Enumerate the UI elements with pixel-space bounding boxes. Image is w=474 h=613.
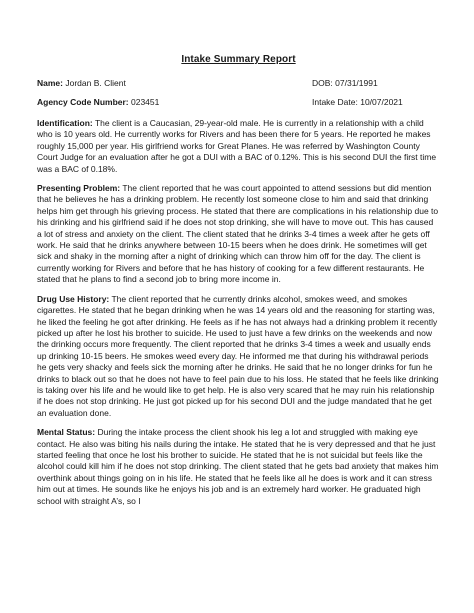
intake-value: 10/07/2021 <box>360 97 403 107</box>
agency-value: 023451 <box>131 97 160 107</box>
dob-field <box>312 78 440 88</box>
name-value: Jordan B. Client <box>65 78 126 88</box>
agency-label: Agency Code Number: <box>37 97 129 107</box>
mental-heading: Mental Status: <box>37 427 96 438</box>
client-name-field <box>37 78 126 88</box>
report-title: Intake Summary Report <box>181 54 296 65</box>
intake-label: Intake Date: <box>312 97 358 107</box>
identification-text: The client is a Caucasian, 29-year-old male. He is currently in a relationship with a child who is 10 years old. He currently works for Rivers and has been there for 5 years. He reported he makes roughly 15,000 per year. His girlfriend works for Great Planes. He was referred by Washington County Court Judge for an evaluation after he got a DUI with a BAC of 0.12%. This is his second DUI the first time was a BAC of 0.18%. <box>37 118 437 174</box>
drug-use-section <box>37 294 440 419</box>
identification-section <box>37 118 440 175</box>
name-dob-row <box>37 78 440 88</box>
drug-use-heading: Drug Use History: <box>37 293 110 304</box>
drug-use-text: The client reported that he currently drinks alcohol, smokes weed, and smokes cigarettes. He stated that he began drinking when he was 14 years old and the reasoning for starting was, he liked the feeling he got after drinking. He feels as if he has not always had a drinking problem it recently picked up after he lost his brother to suicide. He used to just have a few drinks on the weekends and now the drinking occurs more frequently. The client reported that he drinks 3-4 times a week and usually ends up drinking 10-15 beers. He smokes weed every day. He informed me that during his withdrawal periods he gets very shacky and feels sick the morning after he drinks. He said that he no longer drinks for fun he drinks to black out so that he does not have to feel pain due to his loss. He stated that he feels like drinking is taking over his life and he would like to get help. He is also very scared that he may ruin his relationship if he does not stop drinking. He just got picked up for his second DUI and the judge mandated that he get an evaluation done. <box>37 293 439 418</box>
agency-code-field <box>37 97 159 107</box>
intake-date-field <box>312 97 440 107</box>
presenting-problem-section <box>37 183 440 286</box>
identification-heading: Identification: <box>37 118 93 128</box>
mental-status-section <box>37 427 440 507</box>
dob-value: 07/31/1991 <box>335 78 378 88</box>
name-label: Name: <box>37 78 63 88</box>
presenting-text: The client reported that he was court appointed to attend sessions but did mention that he believes he has a drinking problem. He recently lost someone close to him and said that drinking helps him get through his grieving process. He stated that there are complications in his relationship due to his drinking and his girlfriend said if he does not stop drinking, she will have to move out. This has caused a lot of stress and anxiety on the client. The client stated that he drinks 3-4 times a week after he gets off work. He said that he drinks anywhere between 10-15 beers when he does drink. He sometimes will get sick and shaky in the morning after a night of drinking which can throw him off for the day. The client is currently working for Rivers and before that he has history of cooking for a few different restaurants. He stated that he plans to find a second job to bring more income in. <box>37 183 439 285</box>
presenting-heading: Presenting Problem: <box>37 183 121 194</box>
mental-text: During the intake process the client shook his leg a lot and struggled with making eye contact. He also was biting his nails during the intake. He stated that he is very depressed and that he just started feeling that once he lost his brother to suicide. He stated that he is not suicidal but feels like the alcohol could kill him if he does not stop drinking. The client stated that he gets bad anxiety that makes him overthink about things going on in his life. He stated that he feels like all he does is work and it can stress him out at times. He sounds like he enjoys his job and is an extremely hard worker. He graduated high school with straight A’s, so I <box>37 427 439 506</box>
agency-intake-row <box>37 97 440 107</box>
dob-label: DOB: <box>312 78 333 88</box>
